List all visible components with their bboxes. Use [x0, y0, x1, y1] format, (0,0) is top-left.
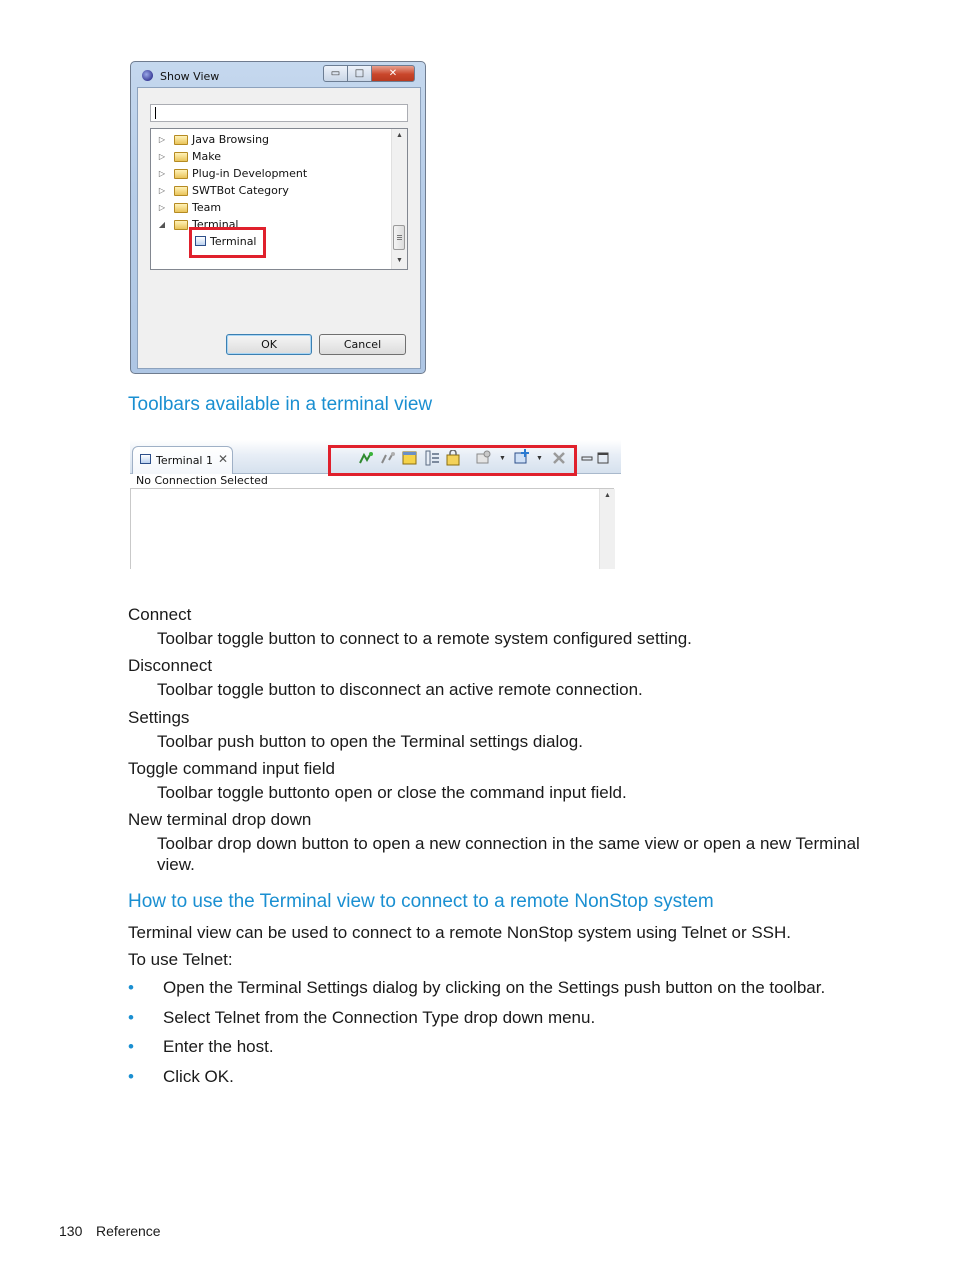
open-folder-icon	[174, 220, 188, 230]
tree-item-label: Team	[192, 201, 222, 214]
filter-input[interactable]	[150, 104, 408, 122]
dropdown-arrow-icon[interactable]: ▼	[536, 455, 543, 462]
expand-arrow-icon[interactable]: ▷	[158, 169, 166, 178]
term-connect: Connect	[128, 605, 192, 624]
text-caret	[155, 107, 156, 119]
step-text: Select Telnet from the Connection Type drop down menu.	[163, 1008, 596, 1027]
tree-scrollbar[interactable]	[391, 129, 407, 269]
folder-icon	[174, 135, 188, 145]
term-new-terminal-dropdown: New terminal drop down	[128, 810, 312, 829]
close-tab-icon[interactable]: ✕	[218, 452, 229, 466]
collapse-arrow-icon[interactable]: ◢	[158, 220, 166, 229]
terminal-icon	[140, 454, 151, 464]
ok-button[interactable]: OK	[226, 334, 312, 355]
tree-item-plugin-development[interactable]	[151, 165, 391, 182]
term-toggle-command-input: Toggle command input field	[128, 759, 335, 778]
folder-icon	[174, 203, 188, 213]
scroll-up-icon[interactable]: ▲	[396, 132, 403, 139]
expand-arrow-icon[interactable]: ▷	[158, 186, 166, 195]
cancel-button[interactable]: Cancel	[319, 334, 406, 355]
desc-connect: Toolbar toggle button to connect to a remote system configured setting.	[157, 629, 692, 648]
dialog-title-bar[interactable]	[133, 64, 423, 86]
tree-item-java-browsing[interactable]	[151, 131, 391, 148]
desc-disconnect: Toolbar toggle button to disconnect an active remote connection.	[157, 680, 643, 699]
minimize-view-icon[interactable]	[580, 451, 594, 465]
dialog-body	[137, 87, 421, 369]
tree-item-label: SWTBot Category	[192, 184, 289, 197]
desc-settings: Toolbar push button to open the Terminal settings dialog.	[157, 732, 583, 751]
show-view-dialog	[130, 61, 426, 374]
eclipse-icon	[142, 70, 153, 81]
tree-item-terminal[interactable]	[151, 216, 391, 233]
step-text: Open the Terminal Settings dialog by clicking on the Settings push button on the toolbar.	[163, 978, 826, 997]
tree-item-label: Terminal	[210, 235, 257, 248]
tree-item-terminal-view[interactable]	[151, 233, 391, 250]
terminal-tab[interactable]	[132, 446, 233, 474]
step-text: Click OK.	[163, 1067, 234, 1086]
grip-line	[397, 239, 402, 240]
connection-status: No Connection Selected	[136, 474, 268, 487]
tab-label: Terminal 1	[156, 454, 213, 467]
dropdown-arrow-icon[interactable]: ▼	[499, 455, 506, 462]
tree-item-label: Java Browsing	[192, 133, 270, 146]
step-text: Enter the host.	[163, 1037, 274, 1056]
tree-item-make[interactable]	[151, 148, 391, 165]
to-use-telnet: To use Telnet:	[128, 950, 233, 969]
footer-section: Reference	[96, 1223, 161, 1239]
grip-line	[397, 237, 402, 238]
terminal-output-area[interactable]	[130, 488, 614, 569]
toolbar-highlight-box	[328, 445, 577, 476]
bullet-icon: •	[128, 1008, 134, 1027]
maximize-button[interactable]: □	[347, 65, 372, 82]
grip-line	[397, 235, 402, 236]
tree-item-swtbot-category[interactable]	[151, 182, 391, 199]
tree-item-label: Terminal	[192, 218, 239, 231]
bullet-icon: •	[128, 978, 134, 997]
desc-new-terminal-dropdown-line1: Toolbar drop down button to open a new connection in the same view or open a new Terminal	[157, 834, 860, 853]
tree-item-label: Make	[192, 150, 221, 163]
minimize-button[interactable]: ▭	[323, 65, 348, 82]
desc-new-terminal-dropdown-line2: view.	[157, 855, 195, 874]
tree-item-label: Plug-in Development	[192, 167, 308, 180]
tree-item-team[interactable]	[151, 199, 391, 216]
folder-icon	[174, 169, 188, 179]
folder-icon	[174, 152, 188, 162]
intro-paragraph: Terminal view can be used to connect to a remote NonStop system using Telnet or SSH.	[128, 923, 792, 942]
maximize-view-icon[interactable]	[596, 451, 610, 465]
scroll-thumb[interactable]	[393, 225, 405, 250]
bullet-icon: •	[128, 1067, 134, 1086]
page-number: 130	[59, 1223, 83, 1239]
scroll-up-icon[interactable]: ▲	[604, 492, 611, 499]
bullet-icon: •	[128, 1037, 134, 1056]
term-settings: Settings	[128, 708, 190, 727]
dialog-title: Show View	[160, 70, 220, 83]
desc-toggle-command-input: Toolbar toggle buttonto open or close the command input field.	[157, 783, 627, 802]
folder-icon	[174, 186, 188, 196]
expand-arrow-icon[interactable]: ▷	[158, 152, 166, 161]
scroll-down-icon[interactable]: ▼	[396, 257, 403, 264]
terminal-highlight-box	[189, 227, 266, 258]
close-button[interactable]: ✕	[371, 65, 415, 82]
expand-arrow-icon[interactable]: ▷	[158, 203, 166, 212]
toolbars-heading: Toolbars available in a terminal view	[128, 394, 433, 415]
term-disconnect: Disconnect	[128, 656, 213, 675]
expand-arrow-icon[interactable]: ▷	[158, 135, 166, 144]
terminal-scrollbar[interactable]	[599, 489, 615, 569]
how-to-heading: How to use the Terminal view to connect to a remote NonStop system	[128, 891, 714, 912]
